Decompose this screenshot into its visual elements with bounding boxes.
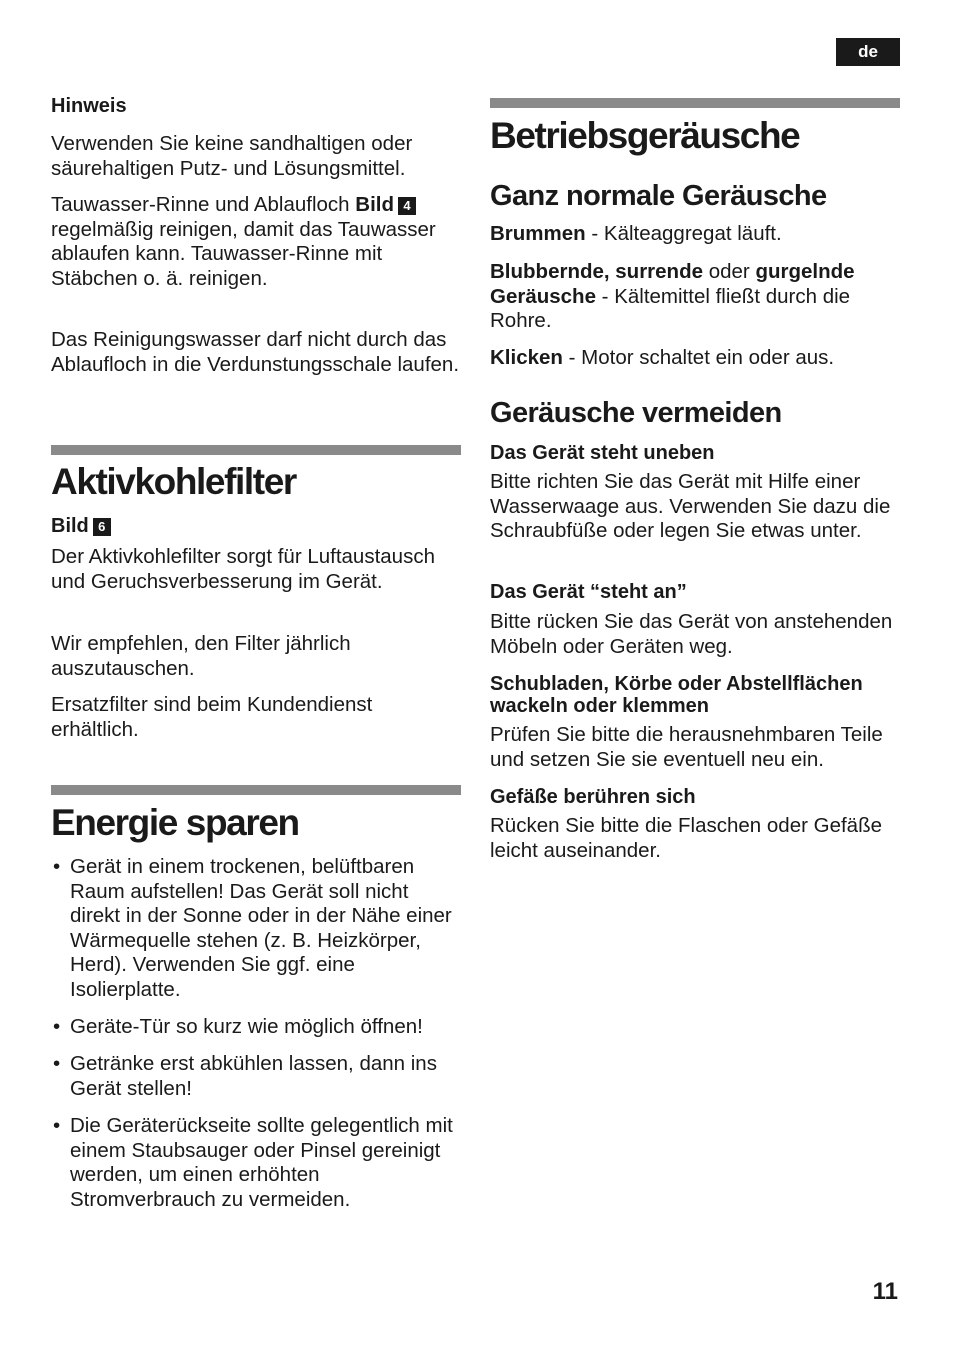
schubladen-title: Schubladen, Körbe oder Abstellflächen wackeln oder klemmen — [490, 673, 863, 717]
hinweis-paragraph-2-post: regelmäßig reinigen, damit das Tauwasser ablaufen kann. Tauwasser-Rinne mit Stäbchen o. ä. reinigen. — [51, 217, 436, 290]
klicken-term: Klicken — [490, 346, 563, 369]
uneben-title: Das Gerät steht uneben — [490, 442, 715, 464]
bild-reference: Bild — [51, 515, 89, 537]
aktivkohlefilter-heading: Aktivkohlefilter — [51, 461, 296, 502]
klicken-line — [490, 346, 900, 371]
bullet-icon: • — [53, 855, 61, 878]
brummen-line — [490, 222, 900, 247]
hinweis-title: Hinweis — [51, 95, 127, 117]
language-badge: de — [836, 38, 900, 66]
hinweis-paragraph-2 — [51, 193, 461, 291]
blubbernde-line — [490, 260, 900, 334]
aktivkohlefilter-paragraph-2: Wir empfehlen, den Filter jährlich auszutauschen. — [51, 632, 351, 680]
aktivkohlefilter-bild-line — [51, 514, 461, 538]
list-item — [51, 1052, 461, 1101]
brummen-desc: - Kälteaggregat läuft. — [585, 222, 782, 245]
ganz-normale-geraeusche-heading: Ganz normale Geräusche — [490, 180, 827, 212]
betriebsgeraeusche-heading: Betriebsgeräusche — [490, 115, 800, 156]
section-rule — [490, 98, 900, 108]
figure-number-badge: 6 — [93, 518, 111, 536]
klicken-desc: - Motor schaltet ein oder aus. — [562, 346, 835, 369]
aktivkohlefilter-paragraph-3: Ersatzfilter sind beim Kundendienst erhältlich. — [51, 693, 373, 741]
steht-an-text: Bitte rücken Sie das Gerät von anstehenden Möbeln oder Geräten weg. — [490, 610, 893, 658]
blubbernde-term: Blubbernde, surrende — [490, 260, 704, 283]
uneben-text: Bitte richten Sie das Gerät mit Hilfe einer Wasserwaage aus. Verwenden Sie dazu die Schraubfüße oder legen Sie etwas unter. — [490, 470, 891, 542]
steht-an-title: Das Gerät “steht an” — [490, 581, 687, 603]
gurgelnde-term: gurgelnde Geräusche — [490, 260, 855, 308]
list-item-text: Geräte-Tür so kurz wie möglich öffnen! — [70, 1015, 423, 1038]
energie-sparen-heading: Energie sparen — [51, 802, 299, 843]
list-item — [51, 1015, 461, 1040]
oder-text: oder — [703, 260, 756, 283]
list-item — [51, 855, 461, 1002]
figure-number-badge: 4 — [398, 197, 416, 215]
bullet-icon: • — [53, 1114, 61, 1137]
list-item-text: Getränke erst abkühlen lassen, dann ins Gerät stellen! — [70, 1052, 437, 1100]
bullet-icon: • — [53, 1015, 61, 1038]
list-item-text: Die Geräterückseite sollte gelegentlich mit einem Staubsauger oder Pinsel gereinigt werden, um einen erhöhten Stromverbrauch zu vermeiden. — [70, 1114, 453, 1211]
schubladen-text: Prüfen Sie bitte die herausnehmbaren Teile und setzen Sie sie eventuell neu ein. — [490, 723, 883, 771]
aktivkohlefilter-paragraph-1: Der Aktivkohlefilter sorgt für Luftaustausch und Geruchsverbesserung im Gerät. — [51, 545, 435, 593]
page-number: 11 — [872, 1278, 898, 1305]
list-item-text: Gerät in einem trockenen, belüftbaren Raum aufstellen! Das Gerät soll nicht direkt in der Sonne oder in der Nähe einer Wärmequelle stehen (z. B. Heizkörper, Herd). Verwenden Sie ggf. eine Isolierplatte. — [70, 855, 452, 1001]
bild-reference: Bild — [355, 193, 394, 216]
hinweis-paragraph-1: Verwenden Sie keine sandhaltigen oder säurehaltigen Putz- und Lösungsmittel. — [51, 132, 413, 180]
brummen-term: Brummen — [490, 222, 586, 245]
geraeusche-vermeiden-heading: Geräusche vermeiden — [490, 397, 782, 429]
bullet-icon: • — [53, 1052, 61, 1075]
gefaesse-text: Rücken Sie bitte die Flaschen oder Gefäße leicht auseinander. — [490, 814, 882, 862]
hinweis-paragraph-3: Das Reinigungswasser darf nicht durch das Ablaufloch in die Verdunstungsschale laufen. — [51, 328, 460, 376]
section-rule — [51, 785, 461, 795]
gefaesse-title: Gefäße berühren sich — [490, 786, 696, 808]
hinweis-paragraph-2-pre: Tauwasser-Rinne und Ablaufloch — [51, 193, 356, 216]
blubbernde-desc: - Kältemittel fließt durch die Rohre. — [490, 284, 851, 332]
section-rule — [51, 445, 461, 455]
list-item — [51, 1114, 461, 1212]
